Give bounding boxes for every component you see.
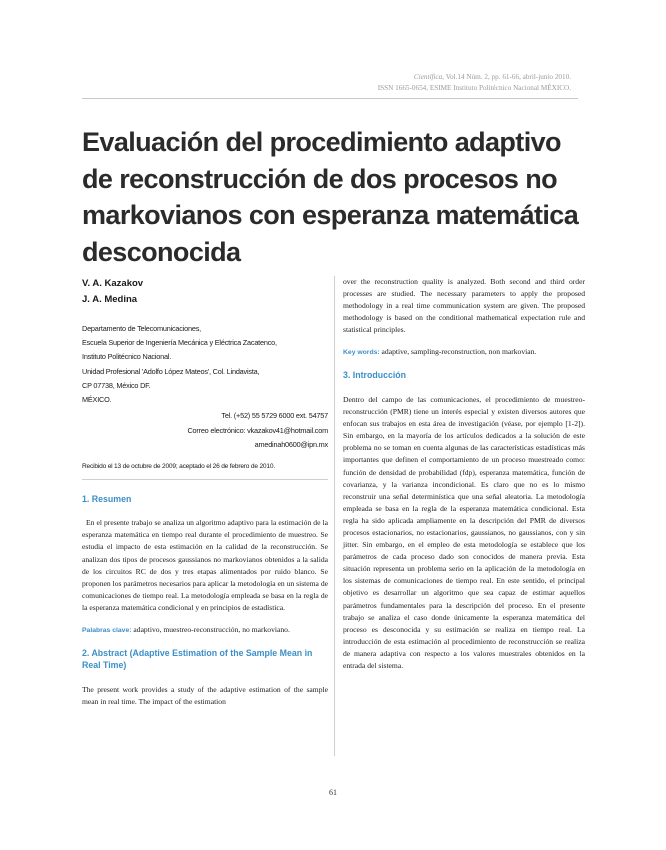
email-line: Correo electrónico: vkazakov41@hotmail.com: [187, 425, 328, 435]
left-column: [82, 276, 328, 708]
section-divider: [82, 479, 328, 480]
column-divider: [334, 276, 335, 756]
affiliation: [82, 322, 328, 407]
keywords-text: adaptive, sampling-reconstruction, non markovian.: [379, 347, 537, 357]
affiliation-line: Escuela Superior de Ingeniería Mecánica y Eléctrica Zacatenco,: [82, 338, 277, 348]
author-name: V. A. Kazakov: [82, 278, 144, 289]
abstract-heading: 2. Abstract (Adaptive Estimation of the Sample Mean in Real Time): [82, 647, 313, 671]
journal-header: [378, 72, 571, 93]
keywords-label: Palabras clave:: [82, 626, 132, 634]
paper-title: Evaluación del procedimiento adaptivo de reconstrucción de dos procesos no markovianos con esperanza matemática desconocida: [82, 127, 579, 267]
key-words: [343, 346, 585, 359]
right-column: [343, 276, 585, 672]
email-line: amedinah0600@ipn.mx: [254, 440, 328, 450]
citation-details: , Vol.14 Núm. 2, pp. 61-66, abril-junio 2010.: [442, 73, 571, 81]
resumen-text: En el presente trabajo se analiza un algoritmo adaptivo para la estimación de la esperanza matemática en tiempo real durante el procedimiento de muestreo. Se estudia el impacto de esta estimación en la calidad de la reconstrucción. Se analizan dos tipos de procesos gaussianos no markovianos obtenidos a la salida de los circuitos RC de dos y tres etapas alimentados por ruido blanco. Se proponen los parámetros necesarios para aplicar la metodología en un sistema de comunicaciones de tiempo real. La metodología empleada se basa en la regla de la esperanza matemática condicional y en principios de estadística.: [82, 518, 328, 612]
introduccion-heading: 3. Introducción: [343, 370, 407, 381]
affiliation-line: MÉXICO.: [82, 395, 112, 405]
keywords-text: adaptivo, muestreo-reconstrucción, no markoviano.: [131, 624, 290, 634]
journal-name: Científica: [413, 73, 443, 81]
keywords-label: Key words:: [343, 349, 380, 357]
citation-line: [378, 72, 571, 83]
author-list: [82, 276, 328, 308]
phone: Tel. (+52) 55 5729 6000 ext. 54757: [221, 411, 328, 421]
palabras-clave: [82, 624, 328, 637]
abstract-text-start: The present work provides a study of the adaptive estimation of the sample mean in real time. The impact of the estimation: [82, 684, 328, 707]
affiliation-line: CP 07738, México DF.: [82, 380, 151, 390]
introduccion-text: Dentro del campo de las comunicaciones, el procedimiento de muestreo-reconstrucción (PMR) tiene un interés especial y existen diversos autores que enfocan sus trabajos en esta área de investigación (véase, por ejemplo [1-2]). Sin embargo, en la mayoría de los artículos dedicados a la solución de este problema no se toman en cuenta algunas de las características estadísticas más importantes que definen el comportamiento de un proceso muestreado como: función de densidad de probabilidad (fdp), esperanza matemática, función de covarianza, y la varianza incondicional. Es claro que no es lo mismo reconstruir una señal determinística que una señal aleatoria. La metodología empleada se basa en la regla de la esperanza matemática condicional. Esta regla ha sido aplicada ampliamente en la descripción del PMR de diversos procesos estacionarios, no estacionarios, gaussianos, no gaussianos, con y sin jitter. Sin embargo, en el empleo de esta metodología se establece que los parámetros de cada proceso dado son conocidos de manera previa. Esta situación representa un problema serio en la aplicación de la metodología en los sistemas de comunicaciones de tiempo real. En este sentido, el principal objetivo es desarrollar un algoritmo que sea capaz de estimar aquellos parámetros fundamentales para la descripción del proceso. En el presente trabajo se analiza el caso donde únicamente la esperanza matemática del proceso es desconocida y su estimación se realiza en tiempo real. La introducción de esta estimación al procedimiento de reconstrucción se realiza de manera adaptiva con respecto a los valores muestrales obtenidos en la entrada del sistema.: [343, 394, 585, 671]
received-date: Recibido el 13 de octubre de 2009; aceptado el 26 de febrero de 2010.: [82, 462, 275, 470]
header-divider: [82, 98, 578, 99]
affiliation-line: Departamento de Telecomunicaciones,: [82, 324, 202, 333]
resumen-heading: 1. Resumen: [82, 493, 132, 504]
issn-line: ISSN 1665-0654, ESIME Instituto Politécnico Nacional MÉXICO.: [377, 83, 571, 92]
abstract-text-continued: over the reconstruction quality is analyzed. Both second and third order processes are studied. The necessary parameters to apply the proposed methodology in a real time communication system are given. The proposed methodology is based on the conditional mathematical expectation rule and statistical principles.: [343, 277, 585, 335]
affiliation-line: Unidad Profesional 'Adolfo López Mateos', Col. Lindavista,: [82, 366, 260, 376]
affiliation-line: Instituto Politécnico Nacional.: [82, 352, 172, 362]
page-number: 61: [329, 788, 337, 797]
author-name: J. A. Medina: [82, 294, 138, 305]
contact-info: [82, 409, 328, 453]
